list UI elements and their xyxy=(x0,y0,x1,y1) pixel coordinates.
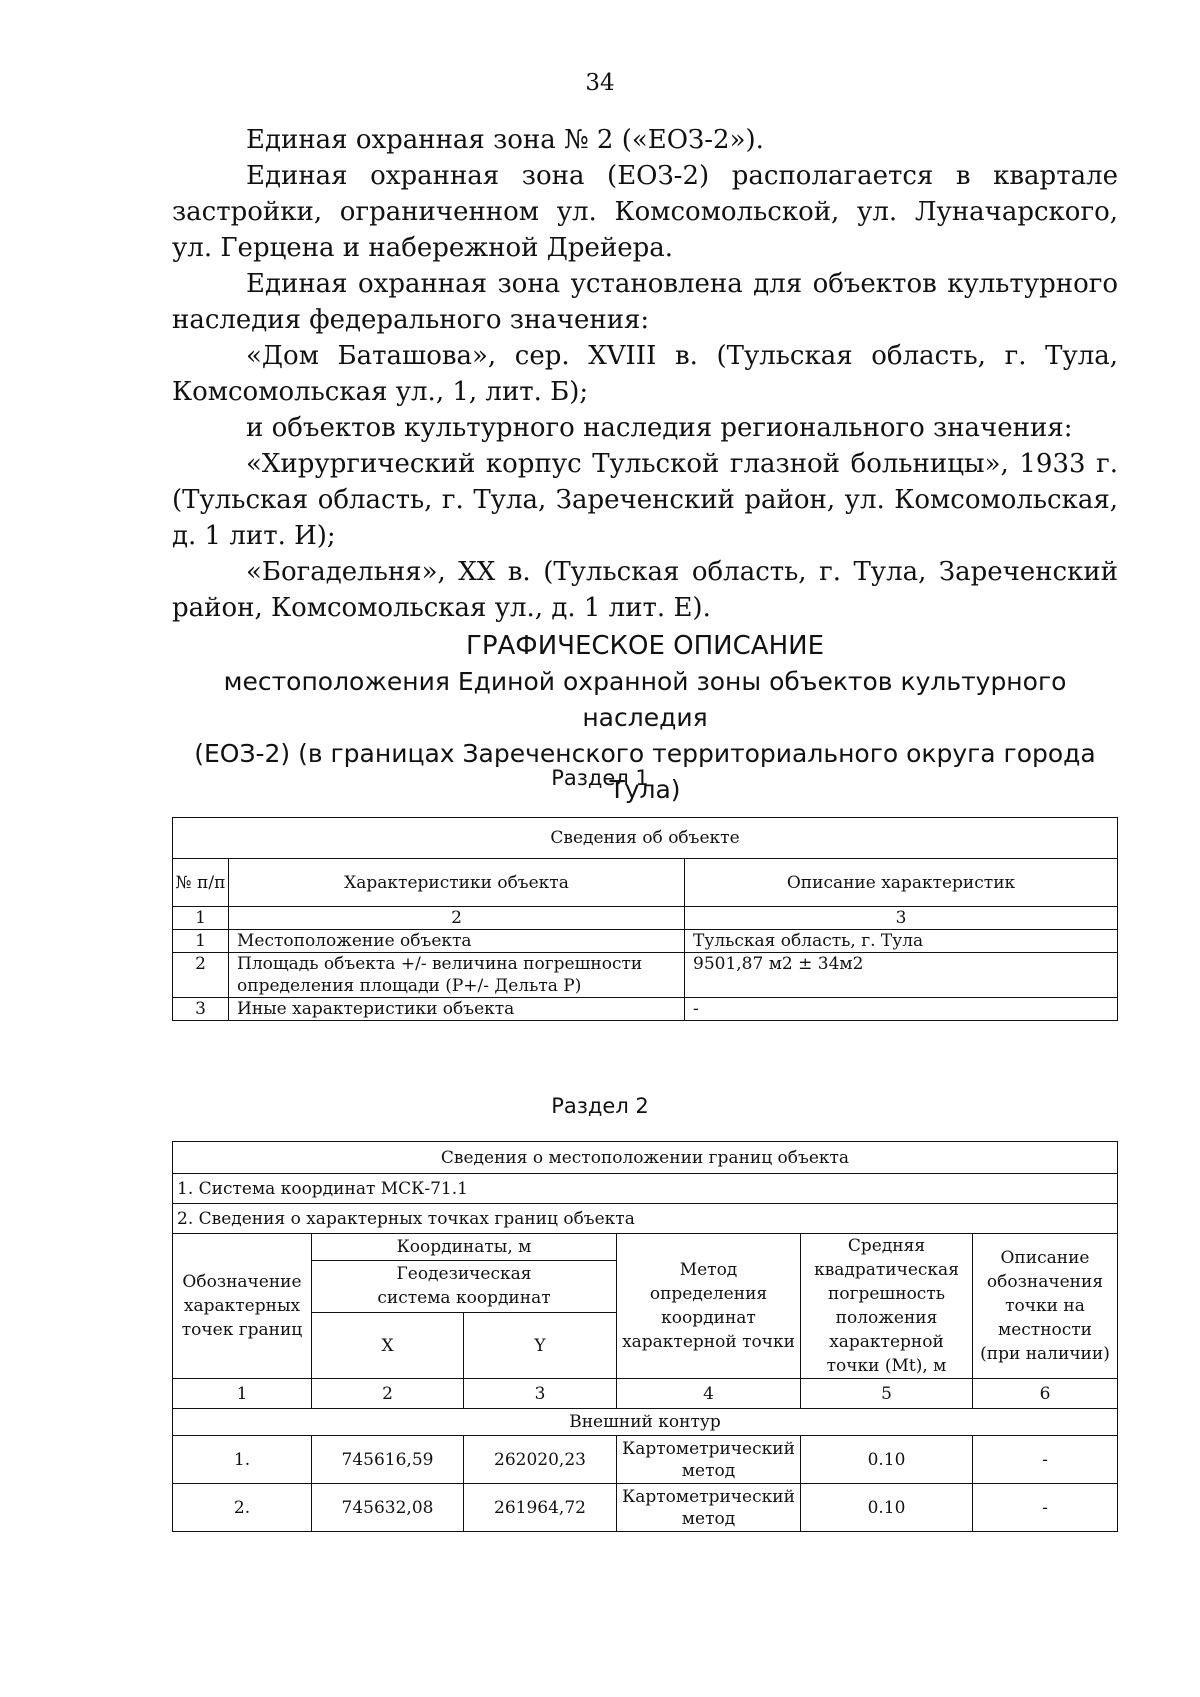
table-row xyxy=(173,1436,1118,1484)
header-point-description: Описание обозначения точки на местности (при наличии) xyxy=(973,1234,1118,1379)
point-number: 2. xyxy=(173,1484,312,1532)
point-y: 261964,72 xyxy=(464,1484,617,1532)
header-y: Y xyxy=(464,1313,617,1379)
header-characteristics: Характеристики объекта xyxy=(229,859,685,907)
paragraph-regional-intro: и объектов культурного наследия регионального значения: xyxy=(246,413,1073,443)
point-method: Картометрический метод xyxy=(617,1436,801,1484)
table-row xyxy=(173,998,1118,1021)
column-number-2: 2 xyxy=(312,1379,464,1409)
table-row xyxy=(173,953,1118,998)
object-info-table xyxy=(172,817,1118,1021)
header-coordinates: Координаты, м xyxy=(312,1234,617,1261)
point-error: 0.10 xyxy=(801,1436,973,1484)
paragraph-zone-location: Единая охранная зона (ЕОЗ-2) располагается в квартале застройки, ограниченном ул. Комсомольской, ул. Луначарского, ул. Герцена и набережной Дрейера. xyxy=(172,161,1118,263)
column-number-1: 1 xyxy=(173,1379,312,1409)
section-1-label: Раздел 1 xyxy=(551,766,649,790)
paragraph-batashov-house: «Дом Баташова», сер. XVIII в. (Тульская область, г. Тула, Комсомольская ул., 1, лит. Б); xyxy=(172,341,1118,407)
object-info-title: Сведения об объекте xyxy=(173,818,1118,859)
point-description: - xyxy=(973,1484,1118,1532)
header-x: X xyxy=(312,1313,464,1379)
header-point-designation: Обозначение характерных точек границ xyxy=(173,1234,312,1379)
column-number-4: 4 xyxy=(617,1379,801,1409)
row-number: 1 xyxy=(173,930,229,953)
section-2-label: Раздел 2 xyxy=(551,1094,649,1118)
point-error: 0.10 xyxy=(801,1484,973,1532)
boundary-table-title: Сведения о местоположении границ объекта xyxy=(173,1142,1118,1174)
column-number-3: 3 xyxy=(685,907,1118,930)
column-number-2: 2 xyxy=(229,907,685,930)
row-description: - xyxy=(685,998,1118,1021)
point-x: 745632,08 xyxy=(312,1484,464,1532)
column-number-6: 6 xyxy=(973,1379,1118,1409)
heading-title: ГРАФИЧЕСКОЕ ОПИСАНИЕ xyxy=(465,631,824,661)
point-y: 262020,23 xyxy=(464,1436,617,1484)
heading-line-2: (ЕОЗ-2) (в границах Зареченского территориального округа города Тула) xyxy=(194,739,1096,804)
header-geodetic-system: Геодезическая система координат xyxy=(312,1260,617,1312)
body-text xyxy=(172,122,1118,626)
row-description: Тульская область, г. Тула xyxy=(685,930,1118,953)
heading-line-1: местоположения Единой охранной зоны объектов культурного наследия xyxy=(223,667,1067,732)
row-number: 2 xyxy=(173,953,229,998)
header-description: Описание характеристик xyxy=(685,859,1118,907)
point-description: - xyxy=(973,1436,1118,1484)
paragraph-surgical-building: «Хирургический корпус Тульской глазной больницы», 1933 г. (Тульская область, г. Тула, Зареченский район, ул. Комсомольская, д. 1 лит. И); xyxy=(172,449,1118,551)
boundary-points-table xyxy=(172,1141,1118,1532)
paragraph-federal-intro: Единая охранная зона установлена для объектов культурного наследия федерального значения: xyxy=(172,269,1118,335)
column-number-1: 1 xyxy=(173,907,229,930)
row-number: 3 xyxy=(173,998,229,1021)
header-method: Метод определения координат характерной точки xyxy=(617,1234,801,1379)
table-row xyxy=(173,1484,1118,1532)
row-characteristic: Площадь объекта +/- величина погрешности определения площади (Р+/- Дельта Р) xyxy=(229,953,685,998)
row-characteristic: Иные характеристики объекта xyxy=(229,998,685,1021)
header-mean-error: Средняя квадратическая погрешность положения характерной точки (Mt), м xyxy=(801,1234,973,1379)
row-description: 9501,87 м2 ± 34м2 xyxy=(685,953,1118,998)
point-x: 745616,59 xyxy=(312,1436,464,1484)
table-row xyxy=(173,930,1118,953)
column-number-5: 5 xyxy=(801,1379,973,1409)
coordinate-system: 1. Система координат МСК-71.1 xyxy=(173,1174,1118,1204)
page-number: 34 xyxy=(585,70,615,96)
points-info-title: 2. Сведения о характерных точках границ объекта xyxy=(173,1204,1118,1234)
column-number-3: 3 xyxy=(464,1379,617,1409)
point-number: 1. xyxy=(173,1436,312,1484)
row-characteristic: Местоположение объекта xyxy=(229,930,685,953)
point-method: Картометрический метод xyxy=(617,1484,801,1532)
header-number: № п/п xyxy=(173,859,229,907)
outer-contour-label: Внешний контур xyxy=(173,1409,1118,1436)
paragraph-almshouse: «Богадельня», XX в. (Тульская область, г. Тула, Зареченский район, Комсомольская ул., д. 1 лит. Е). xyxy=(172,557,1118,623)
paragraph-zone-title: Единая охранная зона № 2 («ЕОЗ-2»). xyxy=(246,125,764,155)
